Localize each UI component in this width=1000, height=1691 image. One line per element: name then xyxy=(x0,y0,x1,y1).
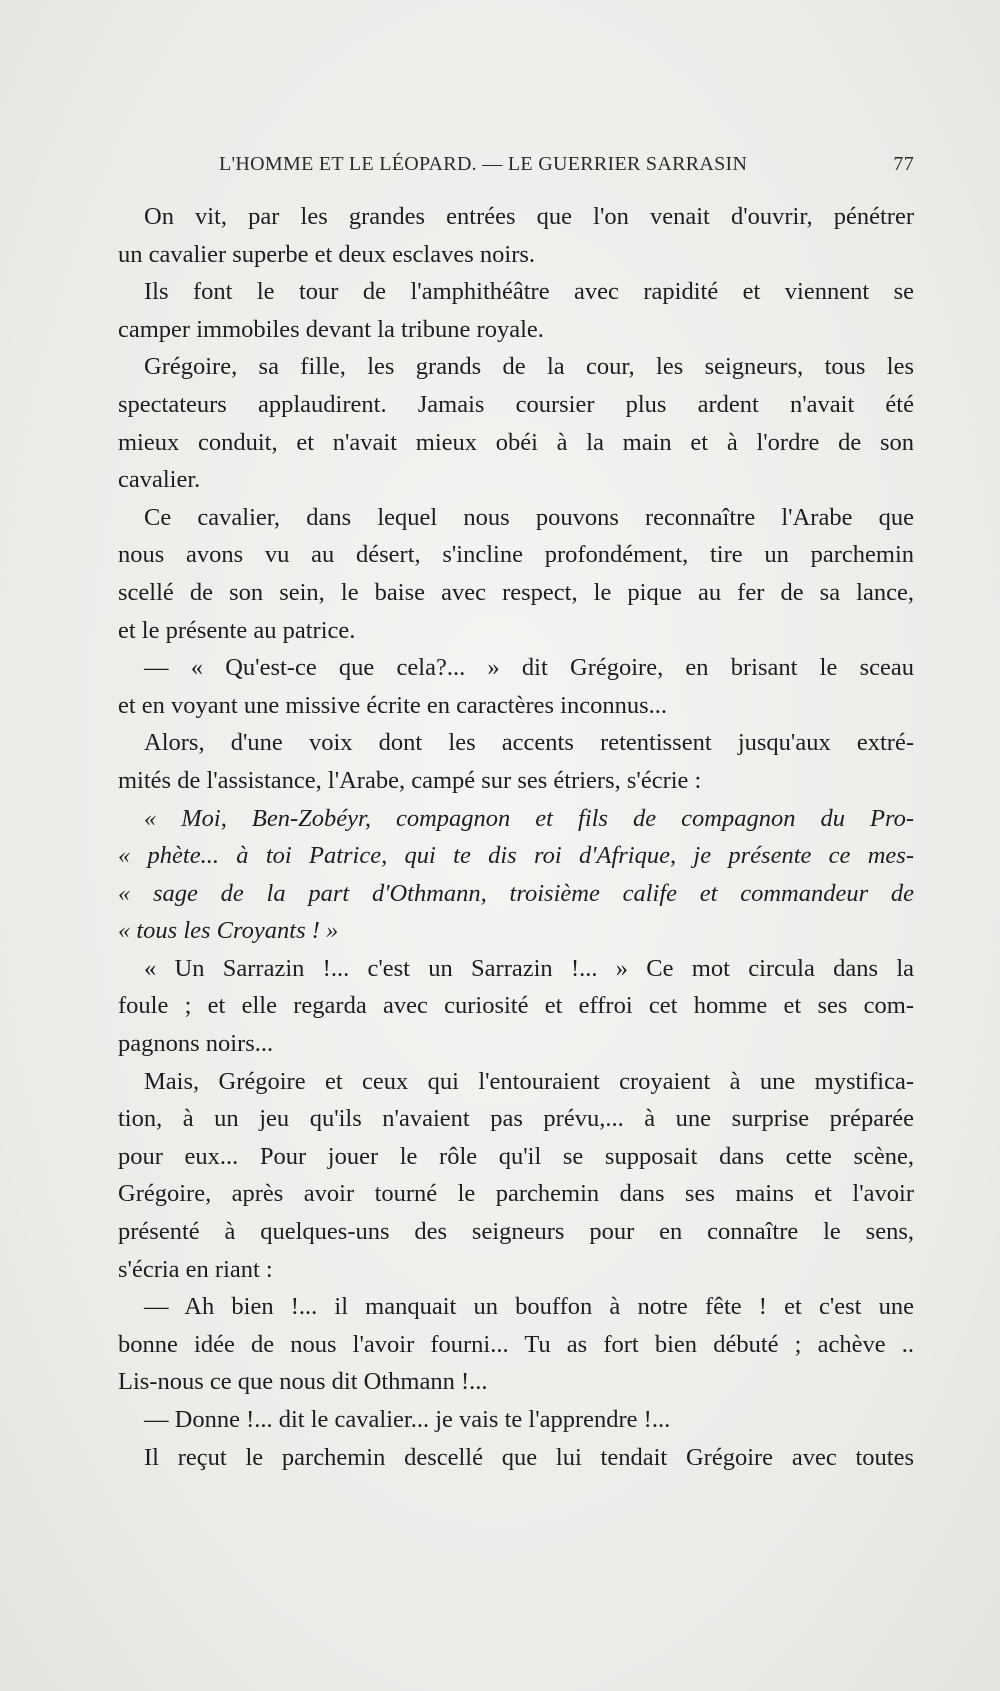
text-line: Mais, Grégoire et ceux qui l'entouraient croyaient à une mystifica- xyxy=(144,1067,914,1095)
text-line: et le présente au patrice. xyxy=(118,616,356,644)
text-line: On vit, par les grandes entrées que l'on venait d'ouvrir, pénétrer xyxy=(144,203,914,230)
page-header xyxy=(219,153,919,183)
quote-line: « sage de la part d'Othmann, troisième calife et commandeur de xyxy=(118,879,914,907)
quote-line: « tous les Croyants ! » xyxy=(118,917,339,945)
page-number: 77 xyxy=(893,153,914,175)
body-text xyxy=(118,198,914,1476)
text-line: Alors, d'une voix dont les accents retentissent jusqu'aux extré- xyxy=(144,729,914,757)
quote-line: « Moi, Ben-Zobéyr, compagnon et fils de compagnon du Pro- xyxy=(144,804,914,832)
text-line: camper immobiles devant la tribune royale. xyxy=(118,315,544,343)
text-line: un cavalier superbe et deux esclaves noirs. xyxy=(118,240,536,268)
text-line: s'écria en riant : xyxy=(118,1255,273,1283)
text-line: et en voyant une missive écrite en caractères inconnus... xyxy=(118,691,667,719)
text-line: cavalier. xyxy=(118,466,201,494)
text-line: Grégoire, sa fille, les grands de la cour, les seigneurs, tous les xyxy=(144,353,914,381)
text-line: scellé de son sein, le baise avec respect, le pique au fer de sa lance, xyxy=(118,578,914,606)
running-title: L'HOMME ET LE LÉOPARD. — LE GUERRIER SARRASIN xyxy=(219,153,748,175)
text-line: Lis-nous ce que nous dit Othmann !... xyxy=(118,1368,488,1396)
text-line: bonne idée de nous l'avoir fourni... Tu as fort bien débuté ; achève .. xyxy=(118,1330,914,1358)
text-line: tion, à un jeu qu'ils n'avaient pas prévu,... à une surprise préparée xyxy=(118,1105,914,1133)
text-line: — « Qu'est-ce que cela?... » dit Grégoire, en brisant le sceau xyxy=(144,654,914,682)
text-line: pagnons noirs... xyxy=(118,1030,274,1058)
text-line: Il reçut le parchemin descellé que lui tendait Grégoire avec toutes xyxy=(144,1443,914,1471)
text-line: Ce cavalier, dans lequel nous pouvons reconnaître l'Arabe que xyxy=(144,503,914,531)
text-line: présenté à quelques-uns des seigneurs pour en connaître le sens, xyxy=(118,1218,914,1246)
text-line: mieux conduit, et n'avait mieux obéi à la main et à l'ordre de son xyxy=(118,428,914,456)
text-line: mités de l'assistance, l'Arabe, campé sur ses étriers, s'écrie : xyxy=(118,766,702,794)
text-line: pour eux... Pour jouer le rôle qu'il se supposait dans cette scène, xyxy=(118,1142,914,1170)
text-line: nous avons vu au désert, s'incline profondément, tire un parchemin xyxy=(118,541,914,569)
text-line: Grégoire, après avoir tourné le parchemin dans ses mains et l'avoir xyxy=(118,1180,914,1208)
text-line: — Donne !... dit le cavalier... je vais te l'apprendre !... xyxy=(144,1406,671,1433)
quote-line: « phète... à toi Patrice, qui te dis roi d'Afrique, je présente ce mes- xyxy=(118,842,914,870)
text-line: foule ; et elle regarda avec curiosité et effroi cet homme et ses com- xyxy=(118,992,914,1020)
text-line: « Un Sarrazin !... c'est un Sarrazin !... » Ce mot circula dans la xyxy=(144,954,914,982)
text-line: — Ah bien !... il manquait un bouffon à notre fête ! et c'est une xyxy=(144,1293,914,1321)
text-line: Ils font le tour de l'amphithéâtre avec rapidité et viennent se xyxy=(144,278,914,306)
text-line: spectateurs applaudirent. Jamais coursier plus ardent n'avait été xyxy=(118,390,914,418)
